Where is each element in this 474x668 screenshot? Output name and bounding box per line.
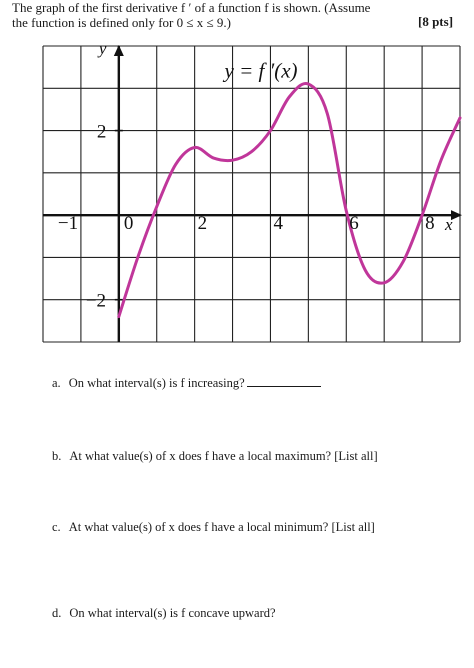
question-letter: d. bbox=[52, 606, 62, 620]
question-letter: b. bbox=[52, 449, 62, 463]
question-d bbox=[52, 606, 276, 621]
x-tick-label: 8 bbox=[425, 213, 435, 235]
graph-labels bbox=[58, 39, 453, 312]
y-tick-label: −2 bbox=[85, 290, 107, 312]
x-axis-label: x bbox=[445, 215, 453, 235]
problem-intro: The graph of the first derivative f ′ of a function f is shown. (Assume the function is defined only for 0 ≤ x ≤ 9.) bbox=[12, 0, 371, 30]
x-tick-label: 6 bbox=[349, 213, 359, 235]
question-text: At what value(s) of x does f have a local minimum? [List all] bbox=[68, 520, 375, 534]
y-axis-label: y bbox=[98, 39, 107, 58]
x-tick-label: −1 bbox=[57, 213, 79, 235]
question-letter: a. bbox=[52, 376, 61, 390]
question-a bbox=[52, 375, 321, 391]
question-c bbox=[52, 520, 375, 535]
question-text: On what interval(s) is f concave upward? bbox=[69, 606, 276, 620]
question-letter: c. bbox=[52, 520, 61, 534]
y-axis-arrow bbox=[114, 45, 124, 56]
question-text: At what value(s) of x does f have a local maximum? [List all] bbox=[69, 449, 378, 463]
x-tick-label: 0 bbox=[123, 213, 134, 235]
x-tick-label: 4 bbox=[273, 213, 283, 235]
question-text: On what interval(s) is f increasing? bbox=[68, 376, 245, 390]
answer-blank[interactable] bbox=[247, 375, 321, 387]
derivative-curve bbox=[119, 83, 460, 316]
y-tick-label: 2 bbox=[96, 121, 107, 143]
question-b bbox=[52, 449, 378, 464]
curve-label: y = f ′(x) bbox=[224, 58, 298, 83]
x-tick-label: 2 bbox=[197, 213, 208, 235]
points-label: [8 pts] bbox=[418, 14, 454, 29]
